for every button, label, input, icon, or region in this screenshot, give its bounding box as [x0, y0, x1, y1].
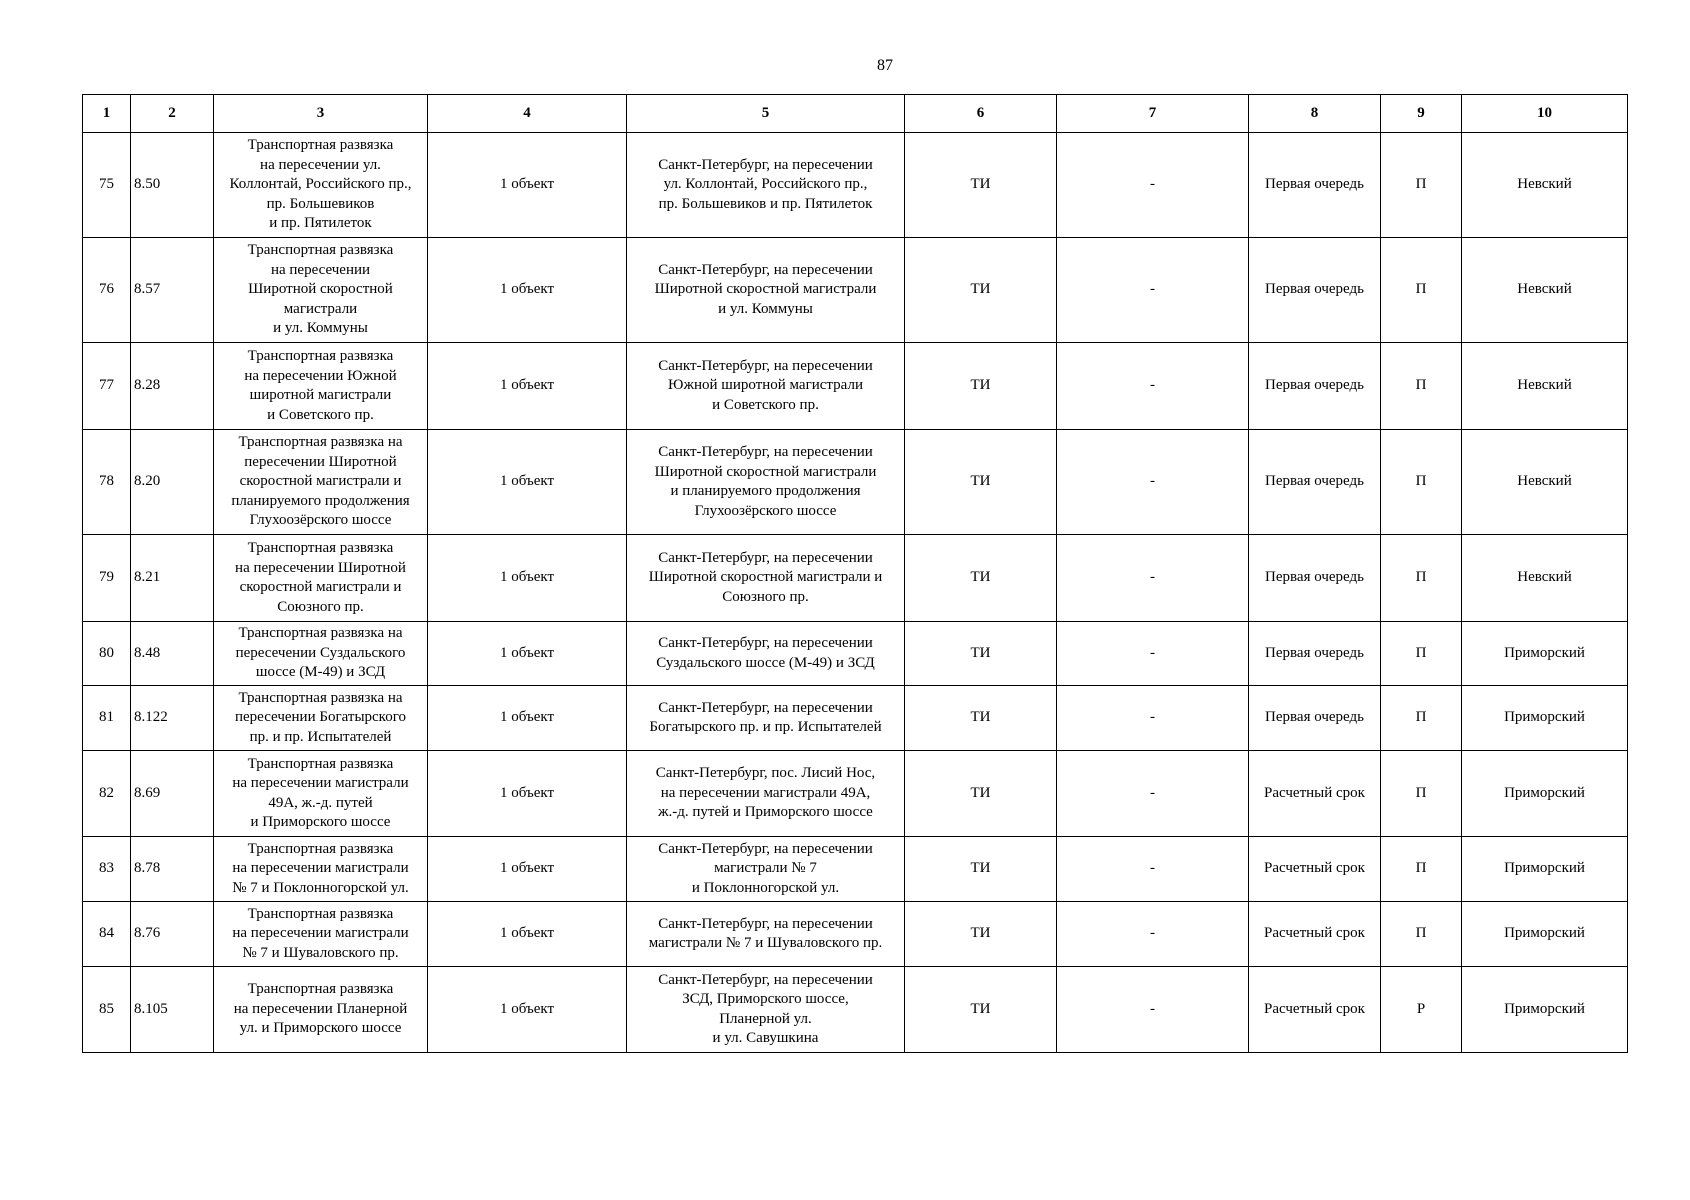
- header-col-9: 9: [1381, 95, 1462, 133]
- table-row: [83, 837, 1628, 902]
- table-row: [83, 751, 1628, 837]
- cell-col9: П: [1381, 837, 1462, 902]
- cell-location: Санкт-Петербург, на пересечении магистрали № 7 и Шуваловского пр.: [627, 902, 905, 967]
- header-col-3: 3: [214, 95, 428, 133]
- cell-code: 8.122: [131, 686, 214, 751]
- cell-col7: -: [1057, 622, 1249, 686]
- cell-quantity: 1 объект: [428, 430, 627, 535]
- cell-col7: -: [1057, 751, 1249, 837]
- cell-code: 8.28: [131, 343, 214, 430]
- cell-object-name: Транспортная развязка на пересечении магистрали № 7 и Шуваловского пр.: [214, 902, 428, 967]
- cell-type: ТИ: [905, 622, 1057, 686]
- cell-location: Санкт-Петербург, на пересечении ул. Коллонтай, Российского пр., пр. Большевиков и пр. Пятилеток: [627, 133, 905, 238]
- cell-row-number: 76: [83, 238, 131, 343]
- header-col-10: 10: [1462, 95, 1628, 133]
- cell-stage: Расчетный срок: [1249, 837, 1381, 902]
- cell-row-number: 83: [83, 837, 131, 902]
- cell-type: ТИ: [905, 902, 1057, 967]
- cell-quantity: 1 объект: [428, 238, 627, 343]
- cell-stage: Первая очередь: [1249, 686, 1381, 751]
- cell-location: Санкт-Петербург, на пересечении магистрали № 7 и Поклонногорской ул.: [627, 837, 905, 902]
- cell-object-name: Транспортная развязка на пересечении Широтной скоростной магистрали и планируемого продолжения Глухоозёрского шоссе: [214, 430, 428, 535]
- cell-row-number: 82: [83, 751, 131, 837]
- cell-type: ТИ: [905, 343, 1057, 430]
- cell-row-number: 78: [83, 430, 131, 535]
- cell-type: ТИ: [905, 133, 1057, 238]
- cell-code: 8.78: [131, 837, 214, 902]
- cell-district: Невский: [1462, 238, 1628, 343]
- header-col-5: 5: [627, 95, 905, 133]
- cell-code: 8.105: [131, 967, 214, 1053]
- table-row: [83, 238, 1628, 343]
- table-row: [83, 535, 1628, 622]
- cell-quantity: 1 объект: [428, 343, 627, 430]
- cell-code: 8.21: [131, 535, 214, 622]
- cell-stage: Расчетный срок: [1249, 751, 1381, 837]
- header-col-7: 7: [1057, 95, 1249, 133]
- cell-code: 8.76: [131, 902, 214, 967]
- cell-location: Санкт-Петербург, на пересечении Широтной скоростной магистрали и Союзного пр.: [627, 535, 905, 622]
- cell-quantity: 1 объект: [428, 535, 627, 622]
- cell-col9: П: [1381, 622, 1462, 686]
- cell-col7: -: [1057, 238, 1249, 343]
- table-row: [83, 686, 1628, 751]
- cell-district: Приморский: [1462, 622, 1628, 686]
- cell-col7: -: [1057, 837, 1249, 902]
- cell-col9: П: [1381, 535, 1462, 622]
- cell-col9: П: [1381, 686, 1462, 751]
- cell-object-name: Транспортная развязка на пересечении магистрали 49А, ж.-д. путей и Приморского шоссе: [214, 751, 428, 837]
- cell-stage: Первая очередь: [1249, 133, 1381, 238]
- cell-col9: П: [1381, 751, 1462, 837]
- header-col-6: 6: [905, 95, 1057, 133]
- table-row: [83, 902, 1628, 967]
- cell-location: Санкт-Петербург, на пересечении Суздальского шоссе (М-49) и ЗСД: [627, 622, 905, 686]
- cell-object-name: Транспортная развязка на пересечении ул. Коллонтай, Российского пр., пр. Большевиков и пр. Пятилеток: [214, 133, 428, 238]
- cell-district: Приморский: [1462, 967, 1628, 1053]
- cell-code: 8.48: [131, 622, 214, 686]
- cell-col7: -: [1057, 430, 1249, 535]
- cell-district: Невский: [1462, 133, 1628, 238]
- cell-col9: Р: [1381, 967, 1462, 1053]
- cell-quantity: 1 объект: [428, 133, 627, 238]
- table-row: [83, 133, 1628, 238]
- cell-quantity: 1 объект: [428, 837, 627, 902]
- cell-type: ТИ: [905, 967, 1057, 1053]
- cell-row-number: 85: [83, 967, 131, 1053]
- cell-code: 8.57: [131, 238, 214, 343]
- header-col-4: 4: [428, 95, 627, 133]
- cell-stage: Первая очередь: [1249, 430, 1381, 535]
- cell-row-number: 81: [83, 686, 131, 751]
- table-row: [83, 430, 1628, 535]
- cell-row-number: 84: [83, 902, 131, 967]
- cell-row-number: 79: [83, 535, 131, 622]
- cell-location: Санкт-Петербург, пос. Лисий Нос, на пересечении магистрали 49А, ж.-д. путей и Приморского шоссе: [627, 751, 905, 837]
- cell-col9: П: [1381, 902, 1462, 967]
- cell-stage: Первая очередь: [1249, 535, 1381, 622]
- cell-district: Приморский: [1462, 686, 1628, 751]
- cell-object-name: Транспортная развязка на пересечении Широтной скоростной магистрали и Союзного пр.: [214, 535, 428, 622]
- cell-code: 8.50: [131, 133, 214, 238]
- cell-quantity: 1 объект: [428, 622, 627, 686]
- cell-type: ТИ: [905, 686, 1057, 751]
- cell-col7: -: [1057, 343, 1249, 430]
- cell-location: Санкт-Петербург, на пересечении Богатырского пр. и пр. Испытателей: [627, 686, 905, 751]
- cell-object-name: Транспортная развязка на пересечении Богатырского пр. и пр. Испытателей: [214, 686, 428, 751]
- cell-col7: -: [1057, 535, 1249, 622]
- cell-type: ТИ: [905, 837, 1057, 902]
- cell-type: ТИ: [905, 535, 1057, 622]
- cell-quantity: 1 объект: [428, 686, 627, 751]
- cell-type: ТИ: [905, 751, 1057, 837]
- cell-object-name: Транспортная развязка на пересечении магистрали № 7 и Поклонногорской ул.: [214, 837, 428, 902]
- cell-location: Санкт-Петербург, на пересечении Широтной скоростной магистрали и планируемого продолжения Глухоозёрского шоссе: [627, 430, 905, 535]
- cell-col9: П: [1381, 133, 1462, 238]
- table-row: [83, 343, 1628, 430]
- cell-col9: П: [1381, 430, 1462, 535]
- cell-stage: Расчетный срок: [1249, 902, 1381, 967]
- cell-object-name: Транспортная развязка на пересечении Суздальского шоссе (М-49) и ЗСД: [214, 622, 428, 686]
- cell-stage: Первая очередь: [1249, 238, 1381, 343]
- cell-object-name: Транспортная развязка на пересечении Широтной скоростной магистрали и ул. Коммуны: [214, 238, 428, 343]
- cell-col7: -: [1057, 133, 1249, 238]
- cell-quantity: 1 объект: [428, 751, 627, 837]
- cell-stage: Первая очередь: [1249, 622, 1381, 686]
- table-row: [83, 967, 1628, 1053]
- cell-row-number: 75: [83, 133, 131, 238]
- cell-code: 8.69: [131, 751, 214, 837]
- cell-quantity: 1 объект: [428, 967, 627, 1053]
- cell-quantity: 1 объект: [428, 902, 627, 967]
- table-row: [83, 622, 1628, 686]
- cell-type: ТИ: [905, 238, 1057, 343]
- cell-location: Санкт-Петербург, на пересечении Широтной скоростной магистрали и ул. Коммуны: [627, 238, 905, 343]
- cell-col9: П: [1381, 343, 1462, 430]
- cell-location: Санкт-Петербург, на пересечении Южной широтной магистрали и Советского пр.: [627, 343, 905, 430]
- cell-object-name: Транспортная развязка на пересечении Южной широтной магистрали и Советского пр.: [214, 343, 428, 430]
- cell-district: Приморский: [1462, 837, 1628, 902]
- cell-district: Приморский: [1462, 751, 1628, 837]
- header-col-1: 1: [83, 95, 131, 133]
- cell-object-name: Транспортная развязка на пересечении Планерной ул. и Приморского шоссе: [214, 967, 428, 1053]
- cell-col7: -: [1057, 967, 1249, 1053]
- header-col-8: 8: [1249, 95, 1381, 133]
- header-col-2: 2: [131, 95, 214, 133]
- cell-district: Невский: [1462, 430, 1628, 535]
- cell-col7: -: [1057, 902, 1249, 967]
- cell-stage: Первая очередь: [1249, 343, 1381, 430]
- page-number: 87: [877, 57, 893, 74]
- header-row: [83, 95, 1628, 133]
- cell-code: 8.20: [131, 430, 214, 535]
- cell-row-number: 80: [83, 622, 131, 686]
- cell-stage: Расчетный срок: [1249, 967, 1381, 1053]
- cell-col9: П: [1381, 238, 1462, 343]
- objects-table: [82, 94, 1628, 1053]
- cell-district: Невский: [1462, 535, 1628, 622]
- cell-row-number: 77: [83, 343, 131, 430]
- cell-location: Санкт-Петербург, на пересечении ЗСД, Приморского шоссе, Планерной ул. и ул. Савушкина: [627, 967, 905, 1053]
- cell-type: ТИ: [905, 430, 1057, 535]
- cell-district: Невский: [1462, 343, 1628, 430]
- cell-district: Приморский: [1462, 902, 1628, 967]
- cell-col7: -: [1057, 686, 1249, 751]
